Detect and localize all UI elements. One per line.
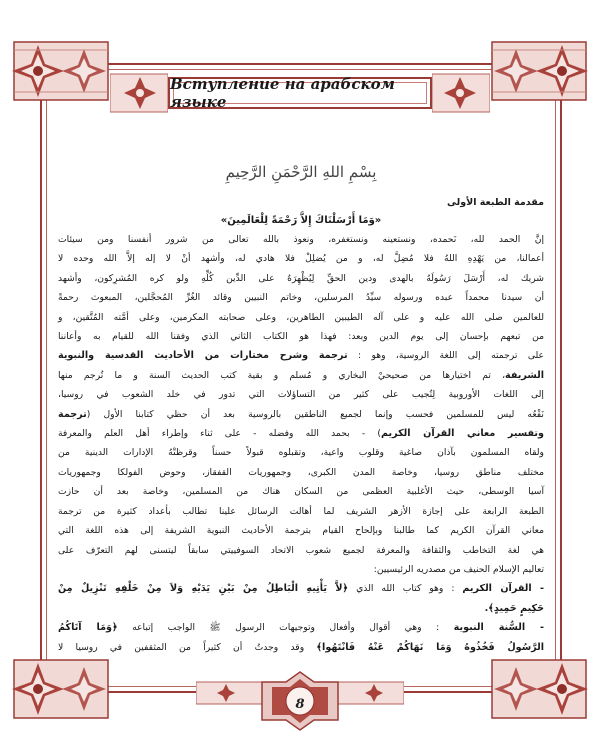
text-line	[58, 405, 544, 424]
verse-bold: ﴿وَمَا آتَاكُمُ	[58, 622, 118, 634]
corner-ornament-top-right	[486, 40, 592, 102]
text-line: ولقاه المسلمون بآذان صاغية وقلوب واعية، وتقبلوه قبولاً حسناً وقرظتْهُ الإدارات الدينية من	[58, 447, 544, 459]
text-line: للعالمين صلى الله عليه و على آله الطيبين الطاهرين، وعلى صحابته المكرمين، وعلى أمَّته المُتَّقين، و	[58, 311, 544, 323]
text-line: مختلف مناطق روسيا، وخاصة المدن الكبرى، وجمهوريات القفقاز، وحوض الفولكا وجمهوريات	[58, 466, 544, 478]
verse-bold: حَكِيمٍ حَمِيدٍ﴾.	[484, 602, 544, 614]
text-line: الطبعة الرابعة على إجازة الأزهر الشريف لما أهالت الرسائل علينا تطالب بأعداد كثيرة من ترجمة	[58, 505, 544, 517]
list-item-sunnah	[58, 618, 544, 657]
text-span: ) - بحمد الله وفضله - على ثناء وإطراء أهل العلم والمعرفة	[58, 428, 381, 440]
text-span: ، تم اختيارها من صحيحيْ البخاري و مُسلم و بقية كتب الحديث السنة و ما تُرجم منها	[58, 369, 506, 381]
page-header-title: Вступление на арабском языке	[170, 75, 395, 111]
header-banner	[168, 77, 432, 109]
ornament-band-left	[110, 70, 168, 116]
quran-verse: «وَمَا أَرْسَلْنَاكَ إِلاَّ رَحْمَةً لِلْعَالَمِينَ»	[220, 215, 382, 226]
corner-ornament-top-left	[8, 40, 114, 102]
verse-bold: الرَّسُولُ فَخُذُوهُ وَمَا نَهَاكُمْ عَنْهُ فَانْتَهُوا﴾	[316, 641, 544, 653]
text-span: نَفْعُه ليس للمسلمين فحسب وإنما لجميع الناطقين بالروسية بعد أن حظي كتابنا الأول (	[86, 408, 544, 420]
text-line: تعاليم الإسلام الحنيف من مصدريه الرئيسيين:	[373, 563, 544, 575]
section-title: مقدمة الطبعة الأولى	[447, 197, 544, 208]
book-title-bold: ترجمة	[58, 408, 87, 420]
text-line: إنَّ الحمد لله، نَحمده، ونستعينه ونستغفره، ونعوذ بالله تعالى من شرور أنفسنا ومن سيئات	[58, 234, 544, 245]
text-line: هي لغة التخاطب والثقافة والمعرفة لجميع شعوب الاتحاد السوفييتي سابقاً ليتسنى لهم التعرّف على	[58, 544, 544, 556]
text-span: : وهي أقوال وأفعال وتوجيهات الرسول ﷺ الواجب إتباعه	[117, 622, 454, 634]
text-line: آسيا الوسطى، حيث الأغلبية العظمى من السكان هناك من المسلمين، وخاصة بعد أن حازت	[58, 486, 544, 498]
text-line: شريك له، أَرْسَلَ رَسُولَهُ بالهدى ودين الحقِّ لِيُظْهِرَهُ على الدِّين كُلِّهِ ولو كره المُشرِكون، وأشهد	[58, 272, 544, 284]
book-title-bold: الشريفة	[505, 369, 544, 381]
text-line	[58, 424, 544, 443]
text-line	[58, 599, 544, 618]
list-item-label: - القرآن الكريم	[462, 583, 544, 595]
text-line	[58, 366, 544, 385]
text-line: أعمالنا، من يَهْدِهِ اللهُ فلا مُضِلَّ له، و من يُضلِلْ فلا هادي له، وأشهد أنْ لا إله إلاَّ الله وحده لا	[58, 253, 544, 265]
corner-ornament-bottom-right	[486, 658, 592, 720]
book-title-bold: ترجمة وشرح مختارات من الأحاديث القدسية والنبوية	[58, 350, 348, 362]
list-item-label: - السُّنة النبوية	[453, 622, 544, 634]
book-title-bold: وتفسير معاني القرآن الكريم	[381, 428, 544, 440]
page-number: 8	[295, 697, 305, 712]
paragraph-main	[58, 230, 544, 579]
text-line	[58, 638, 544, 657]
text-span: : وهو كتاب الله الذي	[348, 583, 463, 595]
ornament-band-right	[432, 70, 490, 116]
text-line: أن سيدنا محمداً عبده ورسوله سيِّدُ المرسلين، وخاتم النبيين وقائد الغُرِّ المُحجَّلين، المبعوث رحمةً	[58, 292, 544, 304]
basmala: بِسْمِ اللهِ الرَّحْمَنِ الرَّحِيمِ	[225, 163, 377, 181]
text-span: على ترجمته إلى اللغة الروسية، وهو :	[347, 350, 544, 362]
text-span: وقد وجدتُ أن كثيراً من المثقفين في روسيا لا	[58, 641, 317, 653]
verse-bold: ﴿لاَّ يَأْتِيهِ الْبَاطِلُ مِنْ بَيْنِ يَدَيْهِ وَلاَ مِنْ خَلْفِهِ تَنْزِيلٌ مِنْ	[58, 583, 349, 595]
text-line: من تبعهم بإحسان إلى يوم الدين وبعد: فهذا هو الكتاب الثاني الذي وفقنا الله للقيام به وأعاننا	[58, 331, 544, 343]
corner-ornament-bottom-left	[8, 658, 114, 720]
text-line: معاني القرآن الكريم كما طالبنا وبإلحاح القيام بترجمة الأحاديث النبوية الشريفة إلى هذه اللغة التي	[58, 525, 544, 537]
text-line: إلى اللغات الأوروبية لِتُجيب على كثير من التساؤلات التي تدور في خلد الشعوب في روسيا،	[58, 389, 544, 401]
text-line	[58, 579, 544, 598]
list-item-quran	[58, 579, 544, 618]
page-body	[58, 158, 544, 658]
text-line	[58, 346, 544, 365]
text-line	[58, 618, 544, 637]
